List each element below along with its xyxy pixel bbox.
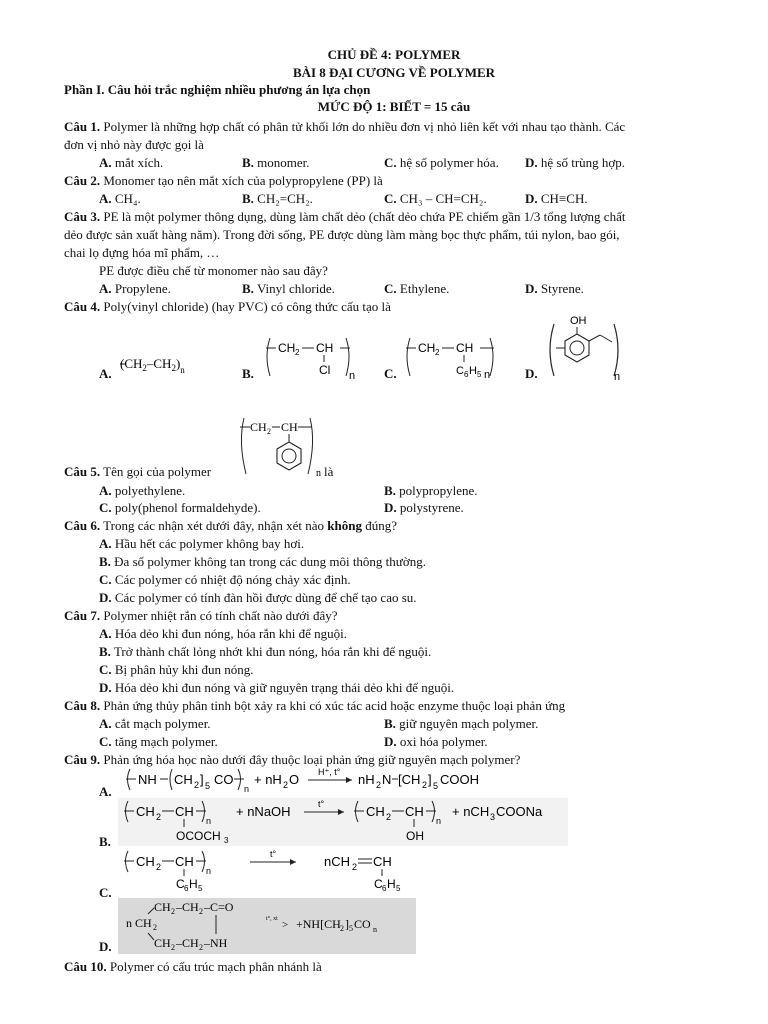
svg-text:+NH[CH: +NH[CH (296, 917, 341, 931)
svg-text:2: 2 (295, 348, 300, 357)
svg-text:–CH: –CH (176, 936, 199, 950)
svg-text:CH: CH (418, 341, 436, 355)
q9-reaction-c (118, 848, 418, 894)
q4-option-a[interactable]: A. (99, 366, 112, 381)
part-heading: Phần I. Câu hỏi trắc nghiệm nhiều phương án lựa chọn (64, 82, 371, 97)
svg-text:COOH: COOH (440, 772, 479, 787)
pe-formula-structure (118, 352, 208, 378)
svg-text:n: n (484, 369, 491, 381)
polystyrene-structure-q5 (236, 414, 332, 480)
svg-text:n CH: n CH (126, 916, 152, 930)
svg-text:2: 2 (171, 943, 175, 952)
svg-text:CH: CH (281, 420, 298, 434)
svg-text:H: H (469, 365, 477, 377)
svg-text:CH: CH (405, 804, 424, 819)
svg-text:OCOCH: OCOCH (176, 829, 221, 843)
svg-text:>: > (282, 919, 289, 931)
svg-text:6: 6 (184, 884, 189, 893)
svg-text:t°, xt: t°, xt (266, 916, 278, 922)
q3-option-c[interactable]: C. Ethylene. (384, 281, 450, 296)
q4-option-c[interactable]: C. (384, 366, 397, 381)
question-10: Câu 10. Polymer có cấu trúc mạch phân nhánh là (64, 959, 322, 974)
svg-text:CH: CH (136, 804, 155, 819)
svg-text:+ nNaOH: + nNaOH (236, 804, 291, 819)
q5-option-c[interactable]: C. poly(phenol formaldehyde). (99, 500, 261, 515)
q3-option-a[interactable]: A. Propylene. (99, 281, 171, 296)
q4-option-d[interactable]: D. (525, 366, 538, 381)
q8-option-b[interactable]: B. giữ nguyên mạch polymer. (384, 716, 539, 731)
q7-option-b[interactable]: B. Trở thành chất lỏng nhớt khi đun nóng, hóa rắn khi để nguội. (99, 644, 432, 659)
svg-text:–CH: –CH (176, 900, 199, 914)
question-2: Câu 2. Monomer tạo nên mắt xích của polypropylene (PP) là (64, 173, 383, 188)
svg-text:CH: CH (278, 341, 296, 355)
svg-text:n: n (316, 468, 321, 479)
svg-text:6: 6 (382, 884, 387, 893)
question-1-cont: đơn vị nhỏ này được gọi là (64, 137, 204, 152)
question-5-tail: là (324, 464, 334, 479)
question-9: Câu 9. Phản ứng hóa học nào dưới đây thuộc loại phản ứng giữ nguyên mạch polymer? (64, 752, 521, 767)
svg-text:CH: CH (456, 341, 474, 355)
pe-formula-text: $(CH_2-CH_2)_n$ (120, 356, 185, 375)
svg-text:2: 2 (340, 924, 344, 933)
svg-text:H: H (189, 877, 198, 891)
svg-text:n: n (349, 370, 356, 382)
svg-text:CH: CH (366, 804, 385, 819)
question-text: Polymer là những hợp chất có phân tử khối lớn do nhiều đơn vị nhỏ liên kết với nhau tạo thành. Các (100, 119, 626, 134)
svg-text:O: O (289, 772, 300, 787)
svg-text:2: 2 (386, 812, 392, 822)
svg-text:–NH: –NH (204, 936, 228, 950)
svg-text:CH: CH (250, 420, 267, 434)
svg-text:C: C (456, 365, 464, 377)
svg-text:CH: CH (175, 854, 194, 869)
svg-text:2: 2 (156, 812, 162, 822)
q9-reaction-b (118, 798, 568, 846)
svg-text:n: n (436, 816, 442, 826)
svg-text:–C=O: –C=O (204, 900, 234, 914)
svg-text:2: 2 (352, 862, 358, 872)
q4-option-b[interactable]: B. (242, 366, 254, 381)
svg-text:nH: nH (358, 772, 375, 787)
svg-text:CO: CO (354, 917, 371, 931)
question-3-cont2: chai lọ đựng hóa mĩ phẩm, … (64, 245, 220, 260)
q5-option-d[interactable]: D. polystyrene. (384, 500, 464, 515)
svg-text:n: n (206, 866, 212, 876)
svg-text:[CH: [CH (398, 772, 421, 787)
q2-option-b[interactable]: B. CH₂=CH₂. (242, 191, 313, 206)
svg-text:2: 2 (267, 427, 271, 436)
q2-option-a[interactable]: A. CH₄. (99, 191, 141, 206)
svg-text:+ nCH: + nCH (452, 804, 490, 819)
question-7: Câu 7. Polymer nhiệt rắn có tính chất nào dưới đây? (64, 608, 338, 623)
q1-option-c[interactable]: C. hệ số polymer hóa. (384, 155, 499, 170)
svg-text:]: ] (345, 917, 349, 931)
q9-reaction-d (118, 898, 416, 954)
svg-text:C: C (374, 877, 383, 891)
svg-text:C: C (176, 877, 185, 891)
svg-text:n: n (206, 816, 212, 826)
svg-text:OH: OH (406, 829, 424, 843)
svg-text:2: 2 (156, 862, 162, 872)
q6-option-c[interactable]: C. Các polymer có nhiệt độ nóng chảy xác định. (99, 572, 351, 587)
q2-option-c[interactable]: C. CH₃ – CH=CH₂. (384, 191, 487, 206)
question-1 (64, 118, 625, 135)
svg-text:]: ] (200, 772, 204, 787)
question-5: Câu 5. Tên gọi của polymer (64, 464, 212, 479)
svg-text:CH: CH (174, 772, 193, 787)
svg-text:t°: t° (270, 849, 277, 859)
q9-option-b[interactable]: B. (99, 834, 111, 849)
svg-text:CH: CH (373, 854, 392, 869)
svg-text:6: 6 (464, 370, 469, 379)
svg-text:t°: t° (318, 799, 325, 809)
svg-text:Cl: Cl (319, 363, 331, 377)
svg-text:+ nH: + nH (254, 772, 282, 787)
svg-text:CH: CH (154, 936, 171, 950)
svg-text:CH: CH (136, 854, 155, 869)
svg-text:2: 2 (153, 923, 157, 932)
svg-text:n: n (244, 784, 250, 794)
q7-option-c[interactable]: C. Bị phân hủy khi đun nóng. (99, 662, 254, 677)
svg-text:5: 5 (198, 884, 203, 893)
svg-text:2: 2 (283, 780, 289, 790)
svg-text:5: 5 (396, 884, 401, 893)
q8-option-d[interactable]: D. oxi hóa polymer. (384, 734, 488, 749)
phenol-formaldehyde-structure (544, 310, 628, 382)
q9-option-d[interactable]: D. (99, 939, 112, 954)
svg-text:]: ] (428, 772, 432, 787)
question-8: Câu 8. Phản ứng thủy phân tinh bột xảy ra khi có xúc tác acid hoặc enzyme thuộc loại phản ứng (64, 698, 566, 713)
q1-option-a[interactable]: A. mắt xích. (99, 155, 164, 170)
q9-option-c[interactable]: C. (99, 885, 112, 900)
question-4: Câu 4. Poly(vinyl chloride) (hay PVC) có công thức cấu tạo là (64, 299, 391, 314)
svg-text:OH: OH (570, 315, 587, 327)
question-3: Câu 3. PE là một polymer thông dụng, dùng làm chất dẻo (chất dẻo chứa PE chiếm gần 1/3 tổng lượng chất (64, 209, 626, 224)
q6-option-a[interactable]: A. Hầu hết các polymer không bay hơi. (99, 536, 305, 551)
question-3-cont1: dẻo được sản xuất hàng năm). Trong đời sống, PE được dùng làm màng bọc thực phẩm, túi nylon, bao gói, (64, 227, 620, 242)
svg-text:2: 2 (376, 780, 382, 790)
q5-option-b[interactable]: B. polypropylene. (384, 483, 478, 498)
svg-text:CO: CO (214, 772, 234, 787)
svg-text:COONa: COONa (496, 804, 543, 819)
q9-reaction-a (120, 766, 500, 794)
svg-text:5: 5 (349, 924, 353, 933)
svg-text:5: 5 (205, 781, 211, 791)
svg-text:H: H (387, 877, 396, 891)
q6-option-b[interactable]: B. Đa số polymer không tan trong các dung môi thông thường. (99, 554, 426, 569)
svg-text:2: 2 (199, 943, 203, 952)
svg-text:CH: CH (175, 804, 194, 819)
svg-text:H⁺, t°: H⁺, t° (318, 767, 341, 777)
title-topic: CHỦ ĐỀ 4: POLYMER (327, 47, 461, 62)
svg-text:5: 5 (433, 781, 439, 791)
q3-option-d[interactable]: D. Styrene. (525, 281, 584, 296)
svg-text:3: 3 (224, 836, 229, 845)
q3-option-b[interactable]: B. Vinyl chloride. (242, 281, 335, 296)
svg-text:CH: CH (316, 341, 334, 355)
svg-text:3: 3 (490, 812, 496, 822)
svg-text:2: 2 (194, 780, 200, 790)
title-lesson: BÀI 8 ĐẠI CƯƠNG VỀ POLYMER (292, 65, 496, 80)
svg-text:2: 2 (435, 348, 440, 357)
q1-option-d[interactable]: D. hệ số trùng hợp. (525, 155, 626, 170)
q8-option-a[interactable]: A. cắt mạch polymer. (99, 716, 211, 731)
svg-text:NH: NH (138, 772, 157, 787)
pvc-structure (262, 334, 358, 382)
q9-option-a[interactable]: A. (99, 784, 112, 799)
svg-text:N: N (382, 772, 392, 787)
svg-text:n: n (614, 371, 621, 382)
question-label: Câu 1. (64, 119, 101, 134)
svg-text:CH: CH (154, 900, 171, 914)
q1-option-b[interactable]: B. monomer. (242, 155, 310, 170)
svg-text:n: n (373, 925, 377, 934)
q7-option-a[interactable]: A. Hóa dẻo khi đun nóng, hóa rắn khi để nguội. (99, 626, 348, 641)
q7-option-d[interactable]: D. Hóa dẻo khi đun nóng và giữ nguyên trạng thái dẻo khi để nguội. (99, 680, 455, 695)
q8-option-c[interactable]: C. tăng mạch polymer. (99, 734, 218, 749)
q6-option-d[interactable]: D. Các polymer có tính đàn hồi được dùng để chế tạo cao su. (99, 590, 417, 605)
level-heading: MỨC ĐỘ 1: BIẾT = 15 câu (317, 99, 471, 114)
svg-text:nCH: nCH (324, 854, 351, 869)
svg-text:5: 5 (477, 370, 482, 379)
q2-option-d[interactable]: D. CH≡CH. (525, 191, 588, 206)
svg-text:2: 2 (422, 780, 428, 790)
q5-option-a[interactable]: A. polyethylene. (99, 483, 186, 498)
question-6: Câu 6. Trong các nhận xét dưới đây, nhận xét nào không đúng? (64, 518, 398, 533)
svg-text:2: 2 (199, 907, 203, 916)
svg-text:2: 2 (171, 907, 175, 916)
polystyrene-structure-c (402, 334, 502, 382)
question-3-prompt: PE được điều chế từ monomer nào sau đây? (99, 263, 328, 278)
